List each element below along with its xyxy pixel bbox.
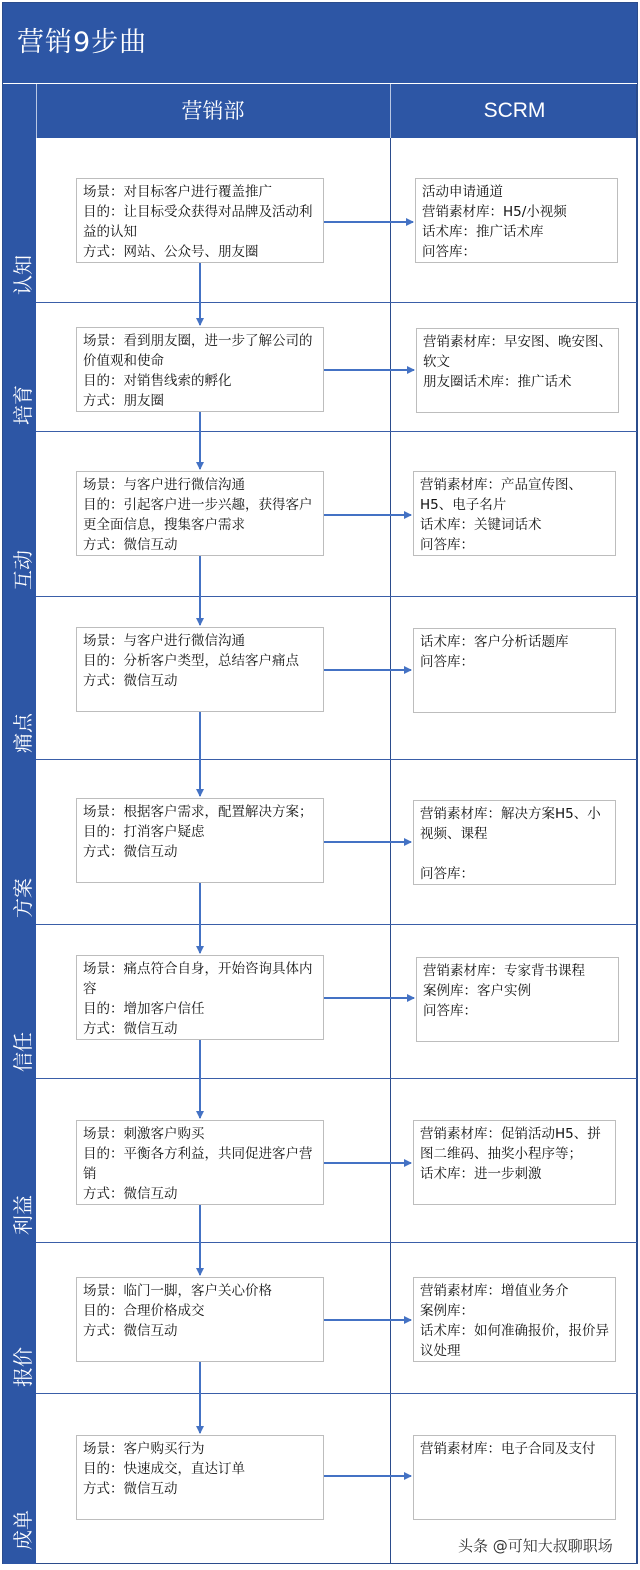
marketing-box: 场景：与客户进行微信沟通 目的：引起客户进一步兴趣，获得客户更全面信息，搜集客户需求 方式：微信互动 bbox=[76, 471, 324, 556]
stage-label-nurture: 培育 bbox=[11, 385, 35, 425]
marketing-box: 场景：与客户进行微信沟通 目的：分析客户类型，总结客户痛点 方式：微信互动 bbox=[76, 627, 324, 712]
stage-label-benefit: 利益 bbox=[11, 1195, 35, 1235]
scrm-box: 营销素材库：专家背书课程 案例库：客户实例 问答库： bbox=[416, 957, 619, 1042]
marketing-box: 场景：客户购买行为 目的：快速成交，直达订单 方式：微信互动 bbox=[76, 1435, 324, 1520]
marketing-box: 场景：根据客户需求，配置解决方案； 目的：打消客户疑虑 方式：微信互动 bbox=[76, 798, 324, 883]
marketing-box: 场景：痛点符合自身，开始咨询具体内容 目的：增加客户信任 方式：微信互动 bbox=[76, 955, 324, 1040]
marketing-box: 场景：刺激客户购买 目的：平衡各方利益，共同促进客户营销 方式：微信互动 bbox=[76, 1120, 324, 1205]
column-header-marketing: 营销部 bbox=[181, 99, 245, 123]
column-header-scrm: SCRM bbox=[483, 99, 546, 122]
stage-label-pain-point: 痛点 bbox=[11, 713, 35, 753]
stage-label-interaction: 互动 bbox=[11, 550, 35, 590]
scrm-box: 营销素材库：增值业务介 案例库： 话术库：如何准确报价，报价异议处理 bbox=[413, 1277, 616, 1362]
stage-label-quote: 报价 bbox=[11, 1347, 35, 1387]
scrm-box: 营销素材库：产品宣传图、H5、电子名片 话术库：关键词话术 问答库： bbox=[413, 471, 616, 556]
scrm-box: 活动申请通道 营销素材库：H5/小视频 话术库：推广话术库 问答库： bbox=[415, 178, 618, 263]
marketing-box: 场景：看到朋友圈，进一步了解公司的价值观和使命 目的：对销售线索的孵化 方式：朋友圈 bbox=[76, 327, 324, 412]
stage-label-solution: 方案 bbox=[11, 878, 35, 918]
stage-label-cognition: 认知 bbox=[11, 255, 35, 295]
scrm-box: 营销素材库：解决方案H5、小视频、课程 问答库： bbox=[413, 800, 616, 885]
scrm-box: 营销素材库：早安图、晚安图、软文 朋友圈话术库：推广话术 bbox=[416, 328, 619, 413]
scrm-box: 营销素材库：促销活动H5、拼图二维码、抽奖小程序等； 话术库：进一步刺激 bbox=[413, 1120, 616, 1205]
scrm-box: 话术库：客户分析话题库 问答库： bbox=[413, 628, 616, 713]
stage-label-deal: 成单 bbox=[11, 1510, 35, 1550]
marketing-box: 场景：对目标客户进行覆盖推广 目的：让目标受众获得对品牌及活动利益的认知 方式：网站、公众号、朋友圈 bbox=[76, 178, 324, 263]
diagram-title: 营销9步曲 bbox=[3, 3, 637, 83]
marketing-box: 场景：临门一脚，客户关心价格 目的：合理价格成交 方式：微信互动 bbox=[76, 1277, 324, 1362]
stage-label-trust: 信任 bbox=[11, 1032, 35, 1072]
scrm-box: 营销素材库：电子合同及支付 bbox=[413, 1435, 616, 1520]
watermark-text: 头条 @可知大叔聊职场 bbox=[458, 1537, 613, 1555]
